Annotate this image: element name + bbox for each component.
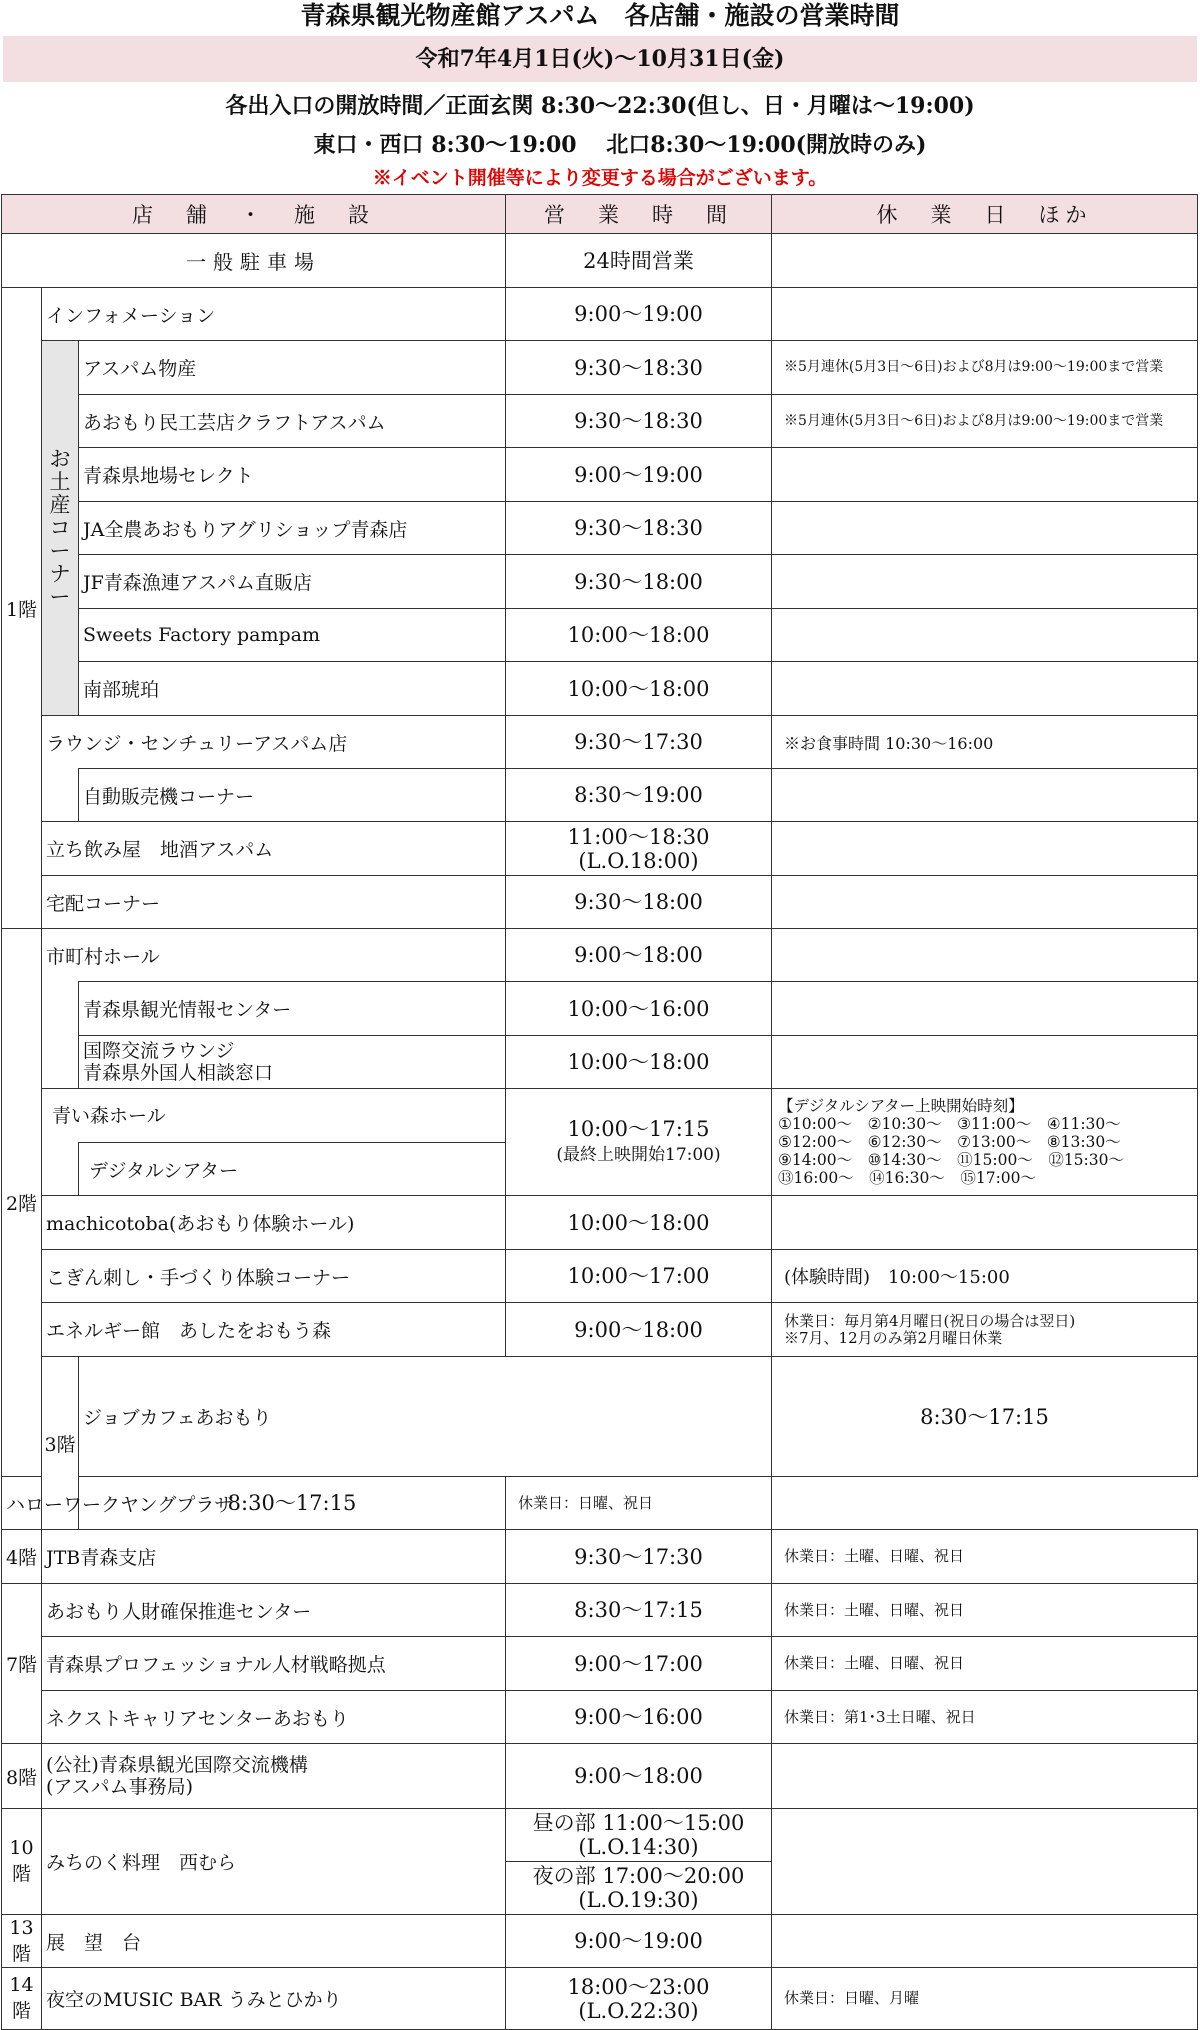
- table-row: [2, 1036, 1198, 1089]
- hours-cell: 昼の部 11:00～15:00 (L.O.14:30): [506, 1809, 772, 1862]
- shop-name: 青森県プロフェッショナル人材戦略拠点: [42, 1637, 506, 1691]
- hours-cell: 9:00～17:00: [506, 1637, 772, 1691]
- hours-cell: 9:30～18:30: [506, 341, 772, 395]
- table-row: [2, 609, 1198, 662]
- table-row: [2, 1744, 1198, 1809]
- hours-cell: 10:00～18:00: [506, 1036, 772, 1089]
- table-row: [2, 395, 1198, 448]
- floor-label: 4階: [2, 1530, 42, 1584]
- note-cell: ※5月連休(5月3日～6日)および8月は9:00～19:00まで営業: [772, 395, 1198, 448]
- note-cell: 休業日：日曜、月曜: [772, 1968, 1198, 2030]
- table-row: [2, 1691, 1198, 1744]
- note-cell: 休業日：土曜、日曜、祝日: [772, 1637, 1198, 1691]
- entrance-hours-other: 東口・西口 8:30～19:00 北口8:30～19:00(開放時のみ): [313, 132, 927, 158]
- shop-name: JF青森漁連アスパム直販店: [79, 555, 506, 609]
- shop-name: こぎん刺し・手づくり体験コーナー: [42, 1250, 506, 1303]
- table-row: [2, 662, 1198, 716]
- floor-label: 13階: [2, 1915, 42, 1968]
- hours-cell: 24時間営業: [506, 234, 772, 288]
- hours-cell: 9:00～16:00: [506, 1691, 772, 1744]
- hours-cell: 10:00～17:00: [506, 1250, 772, 1303]
- table-row: [2, 716, 1198, 769]
- table-row: [2, 1196, 1198, 1250]
- header-hours: 営 業 時 間: [506, 195, 772, 234]
- shop-name: デジタルシアター: [79, 1143, 506, 1196]
- hours-cell: 8:30～17:15: [79, 1477, 506, 1530]
- shop-name: みちのく料理 西むら: [42, 1809, 506, 1915]
- shop-name: 青森県地場セレクト: [79, 448, 506, 502]
- table-row: [2, 1915, 1198, 1968]
- note-cell: ※5月連休(5月3日～6日)および8月は9:00～19:00まで営業: [772, 341, 1198, 395]
- note-cell: 休業日：土曜、日曜、祝日: [772, 1530, 1198, 1584]
- table-row: [2, 1968, 1198, 2030]
- table-row: [2, 1089, 1198, 1143]
- shop-name: 展 望 台: [42, 1915, 506, 1968]
- note-cell: 休業日：土曜、日曜、祝日: [772, 1584, 1198, 1637]
- hours-cell: 9:00～19:00: [506, 1915, 772, 1968]
- shop-name: 青森県観光情報センター: [79, 982, 506, 1036]
- note-cell: 休業日：日曜、祝日: [506, 1477, 772, 1530]
- note-cell: 休業日：毎月第4月曜日(祝日の場合は翌日) ※7月、12月のみ第2月曜日休業: [772, 1303, 1198, 1357]
- hours-cell: 9:00～19:00: [506, 288, 772, 341]
- hours-cell: 8:30～17:15: [506, 1584, 772, 1637]
- shop-name: 青い森ホール: [42, 1089, 506, 1143]
- table-row: [2, 448, 1198, 502]
- header-row: [2, 195, 1198, 234]
- hours-cell: 9:00～19:00: [506, 448, 772, 502]
- table-row: [2, 769, 1198, 822]
- entrance-hours-main: 各出入口の開放時間／正面玄関 8:30～22:30(但し、日・月曜は～19:00): [225, 93, 975, 119]
- hours-cell: 9:30～18:00: [506, 876, 772, 929]
- shop-name: あおもり人財確保推進センター: [42, 1584, 506, 1637]
- note-cell: ※お食事時間 10:30～16:00: [772, 716, 1198, 769]
- table-row: [2, 234, 1198, 288]
- shop-name: アスパム物産: [79, 341, 506, 395]
- shop-name: 市町村ホール: [42, 929, 506, 982]
- table-row: [2, 502, 1198, 555]
- floor-label: 8階: [2, 1744, 42, 1809]
- shop-name: インフォメーション: [42, 288, 506, 341]
- shop-name: ジョブカフェあおもり: [79, 1357, 772, 1477]
- hours-cell: 10:00～17:15 (最終上映開始17:00): [506, 1089, 772, 1196]
- floor-label: 1階: [2, 288, 42, 929]
- hours-table: [1, 194, 1198, 2030]
- shop-name: ラウンジ・センチュリーアスパム店: [42, 716, 506, 769]
- shop-name: ネクストキャリアセンターあおもり: [42, 1691, 506, 1744]
- hours-cell: 9:30～17:30: [506, 716, 772, 769]
- hours-cell: 10:00～18:00: [506, 1196, 772, 1250]
- shop-name: (公社)青森県観光国際交流機構 (アスパム事務局): [42, 1744, 506, 1809]
- table-row: [2, 1250, 1198, 1303]
- change-notice: ※イベント開催等により変更する場合がございます。: [372, 167, 828, 189]
- hours-cell: 10:00～18:00: [506, 662, 772, 716]
- table-row: [2, 982, 1198, 1036]
- shop-name: 立ち飲み屋 地酒アスパム: [42, 822, 506, 876]
- shop-name: エネルギー館 あしたをおもう森: [42, 1303, 506, 1357]
- table-row: [2, 555, 1198, 609]
- parking-name: 一般駐車場: [2, 234, 506, 288]
- period-banner: 令和7年4月1日(火)～10月31日(金): [3, 36, 1197, 82]
- table-row: [2, 929, 1198, 982]
- hours-cell: 10:00～16:00: [506, 982, 772, 1036]
- shop-name: machicotoba(あおもり体験ホール): [42, 1196, 506, 1250]
- hours-cell: 8:30～17:15: [772, 1357, 1198, 1477]
- table-row: [2, 822, 1198, 876]
- table-row: [2, 1477, 1198, 1530]
- table-row: [2, 288, 1198, 341]
- shop-name: 自動販売機コーナー: [79, 769, 506, 822]
- hours-cell: 9:00～18:00: [506, 1303, 772, 1357]
- shop-name: 国際交流ラウンジ 青森県外国人相談窓口: [79, 1036, 506, 1089]
- hours-cell: 10:00～18:00: [506, 609, 772, 662]
- hours-cell: 9:00～18:00: [506, 929, 772, 982]
- note-cell: (体験時間) 10:00～15:00: [772, 1250, 1198, 1303]
- page-title: 青森県観光物産館アスパム 各店舗・施設の営業時間: [300, 1, 900, 30]
- table-row: [2, 1637, 1198, 1691]
- shop-name: 南部琥珀: [79, 662, 506, 716]
- hours-cell: 9:30～18:30: [506, 395, 772, 448]
- hours-cell: 9:30～17:30: [506, 1530, 772, 1584]
- floor-label: 3階: [42, 1357, 79, 1530]
- floor-label: 10階: [2, 1809, 42, 1915]
- floor-label: 14階: [2, 1968, 42, 2030]
- table-row: [2, 1357, 1198, 1477]
- note-cell: 休業日：第1･3土日曜、祝日: [772, 1691, 1198, 1744]
- hours-cell: 11:00～18:30 (L.O.18:00): [506, 822, 772, 876]
- header-shop: 店 舗 ・ 施 設: [2, 195, 506, 234]
- hours-cell: 9:00～18:00: [506, 1744, 772, 1809]
- header-closed: 休 業 日 ほか: [772, 195, 1198, 234]
- table-row: [2, 876, 1198, 929]
- shop-name: Sweets Factory pampam: [79, 609, 506, 662]
- table-row: [2, 1584, 1198, 1637]
- floor-label: 7階: [2, 1584, 42, 1744]
- table-row: [2, 1809, 1198, 1862]
- table-row: [2, 1530, 1198, 1584]
- table-row: [2, 341, 1198, 395]
- hours-cell: 8:30～19:00: [506, 769, 772, 822]
- hours-cell: 18:00～23:00 (L.O.22:30): [506, 1968, 772, 2030]
- hours-cell: 9:30～18:30: [506, 502, 772, 555]
- shop-name: 宅配コーナー: [42, 876, 506, 929]
- souvenir-corner-label: お土産コーナー: [42, 341, 79, 716]
- floor-label: 2階: [2, 929, 42, 1477]
- hours-cell: 9:30～18:00: [506, 555, 772, 609]
- shop-name: ハローワークヤングプラザ: [2, 1477, 79, 1530]
- shop-name: JA全農あおもりアグリショップ青森店: [79, 502, 506, 555]
- shop-name: あおもり民工芸店クラフトアスパム: [79, 395, 506, 448]
- hours-cell: 夜の部 17:00～20:00 (L.O.19:30): [506, 1862, 772, 1915]
- shop-name: 夜空のMUSIC BAR うみとひかり: [42, 1968, 506, 2030]
- table-row: [2, 1303, 1198, 1357]
- shop-name: JTB青森支店: [42, 1530, 506, 1584]
- note-cell: 【デジタルシアター上映開始時刻】 ①10:00～ ②10:30～ ③11:00～ ④11:30～ ⑤12:00～ ⑥12:30～ ⑦13:00～ ⑧13:30～ ⑨14:00～ ⑩14:30～ ⑪15:00～ ⑫15:30～ ⑬16:00～ ⑭16:30～ ⑮17:00～: [772, 1089, 1198, 1196]
